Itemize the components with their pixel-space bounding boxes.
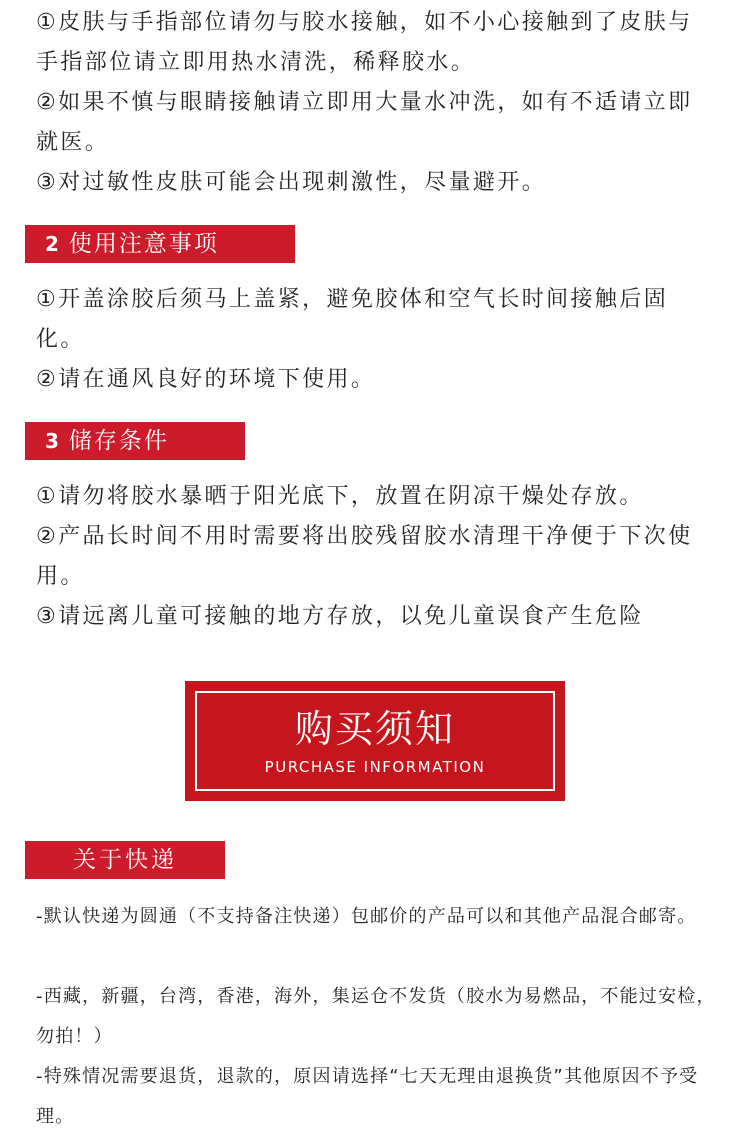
- section-number: 3: [45, 429, 61, 453]
- section-header-shipping: [25, 841, 225, 879]
- usage-note-ventilation: ②请在通风良好的环境下使用。: [36, 367, 376, 392]
- usage-note-cap: ①开盖涂胶后须马上盖紧，避免胶体和空气长时间接触后固化。: [36, 287, 669, 352]
- purchase-info-banner: [185, 681, 565, 801]
- banner-subtitle: PURCHASE INFORMATION: [264, 758, 486, 776]
- safety-note-allergy: ③对过敏性皮肤可能会出现刺激性，尽量避开。: [36, 170, 547, 195]
- safety-note-skin: ①皮肤与手指部位请勿与胶水接触，如不小心接触到了皮肤与手指部位请立即用热水清洗，稀释胶水。: [36, 10, 693, 75]
- section-title: 储存条件: [68, 428, 169, 454]
- banner-title: 购买须知: [294, 707, 455, 751]
- shipping-note-returns: -特殊情况需要退货，退款的，原因请选择“七天无理由退换货”其他原因不予受理。: [36, 1066, 699, 1127]
- section-title: 关于快递: [73, 847, 177, 873]
- storage-note-children: ③请远离儿童可接触的地方存放，以免儿童误食产生危险: [36, 604, 644, 629]
- storage-note-sunlight: ①请勿将胶水暴晒于阳光底下，放置在阴凉干燥处存放。: [36, 484, 644, 509]
- section-header-usage: [25, 225, 295, 263]
- shipping-note-regions: -西藏，新疆，台湾，香港，海外，集运仓不发货（胶水为易燃品，不能过安检，勿拍！）: [36, 986, 716, 1047]
- shipping-note-courier: -默认快递为圆通（不支持备注快递）包邮价的产品可以和其他产品混合邮寄。: [36, 906, 697, 927]
- section-number: 2: [45, 232, 61, 256]
- safety-note-eyes: ②如果不慎与眼睛接触请立即用大量水冲洗，如有不适请立即就医。: [36, 90, 693, 155]
- section-title: 使用注意事项: [68, 231, 219, 257]
- banner-frame: [195, 691, 555, 791]
- section-header-storage: [25, 422, 245, 460]
- storage-note-cleanup: ②产品长时间不用时需要将出胶残留胶水清理干净便于下次使用。: [36, 524, 693, 589]
